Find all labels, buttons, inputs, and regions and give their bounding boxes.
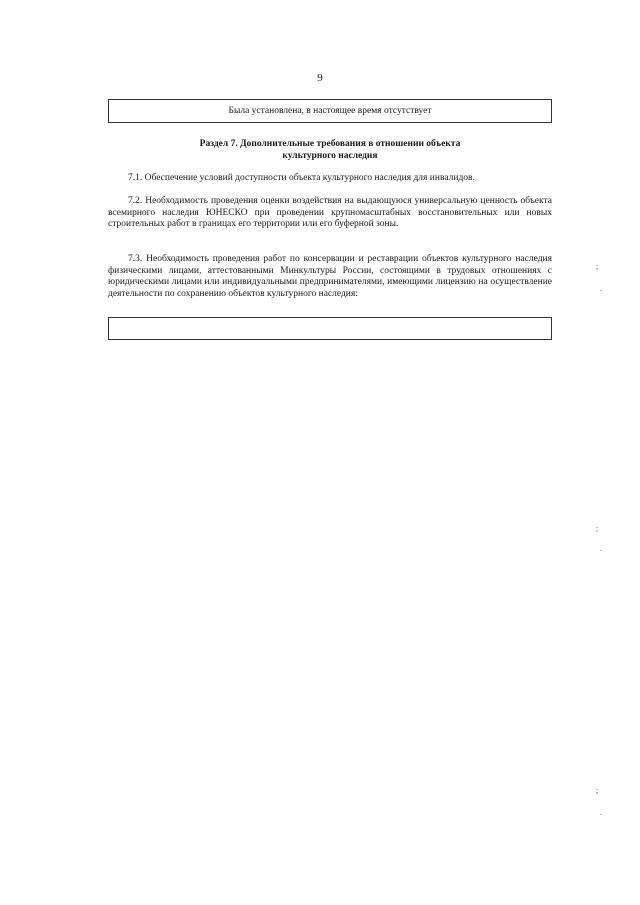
scan-mark: ; — [596, 786, 599, 795]
scan-mark: . — [600, 284, 602, 293]
paragraph-7-2: 7.2. Необходимость проведения оценки воздействия на выдающуюся универсальную ценность объекта всемирного наследия ЮНЕСКО при проведении крупномасштабных восстановительных или новых строительных работ в границах его территории или его буферной зоны. — [108, 196, 552, 229]
page-number: 9 — [317, 72, 323, 84]
section-heading — [108, 138, 552, 162]
empty-box — [108, 317, 552, 340]
status-box-text: Была установлена, в настоящее время отсутствует — [228, 106, 432, 116]
status-box — [108, 99, 552, 123]
scan-mark: . — [600, 808, 602, 817]
paragraph-7-1: 7.1. Обеспечение условий доступности объекта культурного наследия для инвалидов. — [128, 173, 475, 183]
scan-mark: . — [600, 544, 602, 553]
scan-mark: ; — [596, 524, 599, 533]
scan-mark: ; — [596, 262, 599, 271]
paragraph-7-3: 7.3. Необходимость проведения работ по консервации и реставрации объектов культурного наследия физическими лицами, аттестованными Минкультуры России, состоящими в трудовых отношениях с юридическими лицами или индивидуальными предпринимателями, имеющими лицензию на осуществление деятельности по сохранению объектов культурного наследия: — [108, 254, 552, 299]
section-title-line-2: культурного наследия — [282, 151, 378, 161]
section-title-line-1: Раздел 7. Дополнительные требования в отношении объекта — [199, 139, 461, 149]
